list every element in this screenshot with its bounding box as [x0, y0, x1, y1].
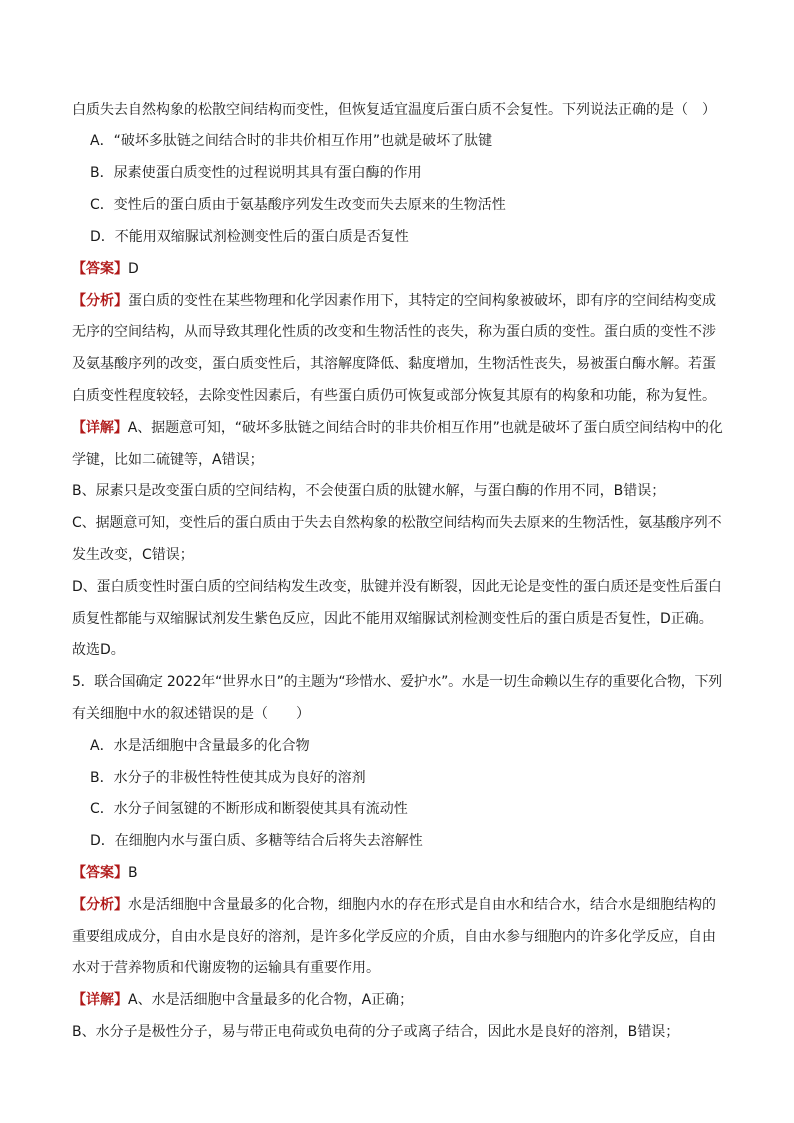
q4-detail-line-5: 发生改变，C错误； — [72, 547, 194, 563]
q4-conclusion: 故选D。 — [72, 642, 125, 658]
answer-tag: 【答案】 — [72, 865, 128, 881]
q5-analysis-line-2: 重要组成成分，自由水是良好的溶剂，是许多化学反应的介质，自由水参与细胞内的许多化学反应，自由 — [72, 929, 716, 945]
analysis-tag: 【分析】 — [72, 293, 128, 309]
analysis-tag: 【分析】 — [72, 897, 128, 913]
q4-option-d: D．不能用双缩脲试剂检测变性后的蛋白质是否复性 — [90, 229, 409, 245]
q4-detail-line-1 — [72, 418, 723, 438]
q5-detail-line-1 — [72, 990, 413, 1010]
q4-detail-line-7: 质复性都能与双缩脲试剂发生紫色反应，因此不能用双缩脲试剂检测变性后的蛋白质是否复性，D正确。 — [72, 611, 713, 627]
q4-analysis-line-4: 白质变性程度较轻，去除变性因素后，有些蛋白质仍可恢复或部分恢复其原有的构象和功能，称为复性。 — [72, 388, 716, 404]
analysis-text: 蛋白质的变性在某些物理和化学因素作用下，其特定的空间构象被破坏，即有序的空间结构变成 — [128, 293, 716, 309]
detail-text: A、据题意可知，“破坏多肽链之间结合时的非共价相互作用”也就是破坏了蛋白质空间结构中的化 — [127, 420, 723, 436]
detail-text: A、水是活细胞中含量最多的化合物，A正确； — [128, 992, 414, 1008]
q5-option-c: C．水分子间氢键的不断形成和断裂使其具有流动性 — [90, 801, 408, 817]
answer-tag: 【答案】 — [72, 261, 128, 277]
q4-analysis-line-2: 无序的空间结构，从而导致其理化性质的改变和生物活性的丧失，称为蛋白质的变性。蛋白质的变性不涉 — [72, 324, 716, 340]
analysis-text: 水是活细胞中含量最多的化合物，细胞内水的存在形式是自由水和结合水，结合水是细胞结构的 — [128, 897, 716, 913]
q5-analysis-line-1 — [72, 895, 716, 915]
answer-value: B — [128, 865, 138, 881]
q5-detail-line-2: B、水分子是极性分子，易与带正电荷或负电荷的分子或离子结合，因此水是良好的溶剂，B错误； — [72, 1024, 680, 1040]
detail-tag: 【详解】 — [72, 420, 128, 436]
q4-detail-line-4: C、据题意可知，变性后的蛋白质由于失去自然构象的松散空间结构而失去原来的生物活性，氨基酸序列不 — [72, 515, 722, 531]
detail-tag: 【详解】 — [72, 992, 128, 1008]
q4-option-c: C．变性后的蛋白质由于氨基酸序列发生改变而失去原来的生物活性 — [90, 197, 506, 213]
answer-value: D — [128, 261, 139, 277]
q5-answer — [72, 863, 138, 883]
q5-option-d: D．在细胞内水与蛋白质、多糖等结合后将失去溶解性 — [90, 833, 423, 849]
q4-answer — [72, 259, 139, 279]
q5-option-a: A．水是活细胞中含量最多的化合物 — [90, 738, 310, 754]
q4-option-b: B．尿素使蛋白质变性的过程说明其具有蛋白酶的作用 — [90, 165, 422, 181]
q4-detail-line-6: D、蛋白质变性时蛋白质的空间结构发生改变，肽键并没有断裂，因此无论是变性的蛋白质还是变性后蛋白 — [72, 579, 722, 595]
q4-analysis-line-3: 及氨基酸序列的改变，蛋白质变性后，其溶解度降低、黏度增加，生物活性丧失，易被蛋白酶水解。若蛋 — [72, 356, 716, 372]
q4-detail-line-2: 学键，比如二硫键等，A错误； — [72, 452, 264, 468]
question-5-stem-line-1: 5．联合国确定 2022年“世界水日”的主题为“珍惜水、爱护水”。水是一切生命赖以生存的重要化合物，下列 — [72, 674, 722, 690]
question-5-stem-line-2: 有关细胞中水的叙述错误的是（ ） — [72, 706, 310, 722]
question-4-stem-continued: 白质失去自然构象的松散空间结构而变性，但恢复适宜温度后蛋白质不会复性。下列说法正确的是（ ） — [72, 102, 716, 118]
q5-analysis-line-3: 水对于营养物质和代谢废物的运输具有重要作用。 — [72, 960, 380, 976]
q4-detail-line-3: B、尿素只是改变蛋白质的空间结构，不会使蛋白质的肽键水解，与蛋白酶的作用不同，B错误； — [72, 483, 666, 499]
q5-option-b: B．水分子的非极性特性使其成为良好的溶剂 — [90, 770, 366, 786]
q4-option-a: A．“破坏多肽链之间结合时的非共价相互作用”也就是破坏了肽键 — [90, 133, 493, 149]
q4-analysis-line-1 — [72, 291, 716, 311]
